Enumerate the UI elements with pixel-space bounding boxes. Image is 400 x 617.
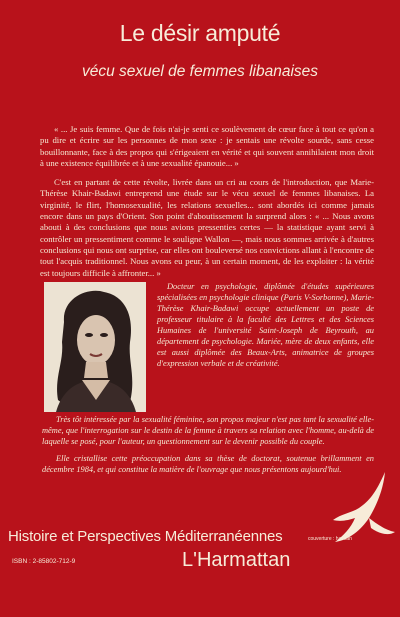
isbn: ISBN : 2-85802-712-9 [12, 558, 76, 565]
blurb-paragraph-1: « ... Je suis femme. Que de fois n'ai-je senti ce soulèvement de cœur face à tout ce qu'on a pu dire et écrire sur les personnes de mon sexe : je sentais une révolte sourde, sans cesse bouillonnante, face à des propos qui s'érigeaient en vérité et qui souvent annihilaient mon droit à une existence équilibrée et à une sexualité épanouie... » [40, 124, 374, 168]
cover-credit: couverture : hassan [308, 536, 352, 542]
publisher-name: L'Harmattan [182, 549, 291, 571]
book-subtitle: vécu sexuel de femmes libanaises [81, 63, 319, 80]
description-paragraph-2: Elle cristallise cette préoccupation dans sa thèse de doctorat, soutenue brillamment en décembre 1984, et qui constitue la matière de l'ouvrage que nous présentons aujourd'hui. [42, 454, 374, 474]
author-photo [44, 282, 146, 412]
author-portrait-icon [44, 282, 146, 412]
series-name: Histoire et Perspectives Méditerranéennes [8, 528, 283, 545]
blurb-paragraph-2: C'est en partant de cette révolte, livrée dans un cri au cours de l'introduction, que Marie-Thérèse Khair-Badawi entreprend une étude sur le vécu sexuel de femmes libanaises. La virginité, le flirt, l'homosexualité, les relations sexuelles... sont abordés ici comme jamais encore dans un pays d'Orient. Son point d'aboutissement la surprend alors : « ... Nous avons abouti à des conclusions que nous avions pressenties certes — la statistique ayant servi à contrôler un pressentiment comme le souligne Wallon —, mais nous sommes arrivée à d'autres conclusions qui nous ont surprise, car elles ont bouleversé nos convictions allant à l'encontre de tout l'acquis traditionnel. Nous avons eu peur, à un certain moment, de les exploiter : la vérité est toujours difficile à affronter... » [40, 177, 374, 278]
author-bio [157, 281, 374, 369]
blurb [40, 124, 374, 287]
author-bio-text: Docteur en psychologie, diplômée d'études supérieures spécialisées en psychologie clinique (Paris V-Sorbonne), Marie-Thérèse Khair-Badawi occupe actuellement un poste de professeur titulaire à la faculté des Lettres et des Sciences Humaines de l'université Saint-Joseph de Beyrouth, au département de psychologie. Mariée, mère de deux enfants, elle est aussi diplômée des Beaux-Arts, animatrice de groupes d'expression verbale et de créativité. [157, 282, 374, 368]
book-title: Le désir amputé [119, 20, 281, 46]
description-paragraph-1: Très tôt intéressée par la sexualité féminine, son propos majeur n'est pas tant la sexualité elle-même, que l'interrogation sur le destin de la femme à travers sa relation avec l'homme, au-delà de laquelle se posé, pour l'auteur, un questionnement sur le devenir possible du couple. [42, 415, 374, 446]
